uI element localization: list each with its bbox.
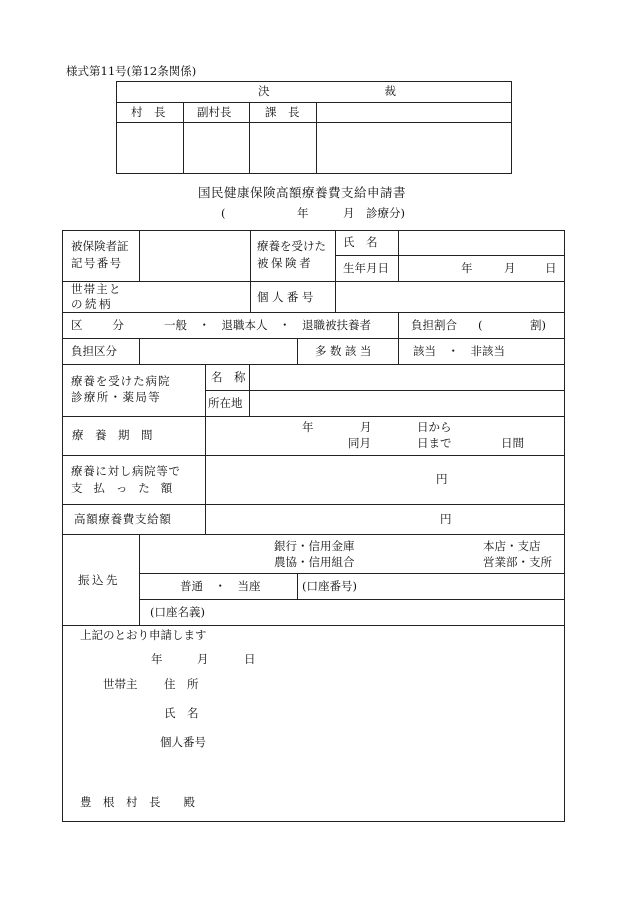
relation-field[interactable] (140, 282, 250, 312)
householder-personal-number-label: 個人番号 (160, 735, 206, 749)
amount-paid-unit: 円 (436, 472, 448, 486)
benefit-amount-label: 高額療養費支給額 (74, 512, 172, 526)
multiple-applicable-label: 多数該当 (315, 344, 375, 358)
account-number-field[interactable] (370, 574, 564, 599)
personal-number-field[interactable] (336, 282, 564, 312)
householder-label: 世帯主 (103, 677, 138, 691)
branch-types-2: 営業部・支所 (483, 555, 552, 569)
householder-name-field[interactable] (220, 703, 550, 721)
amount-paid-field[interactable] (206, 456, 564, 504)
birthdate-day-unit: 日 (545, 261, 557, 275)
householder-address-label: 住 所 (164, 677, 199, 691)
hospital-name-label: 名 称 (211, 370, 246, 384)
bank-name-field[interactable] (140, 535, 564, 573)
transfer-destination-label: 振込先 (78, 573, 121, 587)
birthdate-label: 生年月日 (343, 261, 389, 275)
branch-types-1: 本店・支店 (483, 539, 541, 553)
birthdate-field[interactable] (399, 256, 564, 281)
burden-class-field[interactable] (140, 339, 297, 364)
hospital-address-label: 所在地 (208, 396, 243, 410)
approval-col-village-head: 村 長 (131, 105, 166, 119)
declaration-month-unit: 月 (197, 652, 209, 666)
addressee: 豊 根 村 長 殿 (80, 795, 195, 809)
period-until-unit: 日まで (417, 436, 452, 450)
bank-types-1: 銀行・信用金庫 (274, 539, 355, 553)
account-holder-field[interactable] (215, 600, 564, 625)
burden-ratio-label: 負担割合 (411, 318, 457, 332)
patient-name-label: 氏 名 (343, 235, 378, 249)
householder-personal-number-field[interactable] (220, 732, 550, 750)
householder-address-field[interactable] (220, 674, 550, 692)
account-holder-label: (口座名義) (150, 605, 205, 619)
period-days-unit: 日間 (501, 436, 524, 450)
householder-name-label: 氏 名 (164, 706, 199, 720)
birthdate-month-unit: 月 (504, 261, 516, 275)
declaration-year-unit: 年 (151, 652, 163, 666)
account-type-options[interactable]: 普通 ・ 当座 (180, 579, 261, 593)
period-from-unit: 日から (417, 420, 452, 434)
birthdate-year-unit: 年 (461, 261, 473, 275)
declaration-statement: 上記のとおり申請します (80, 628, 207, 642)
multiple-applicable-options[interactable]: 該当 ・ 非該当 (413, 344, 505, 358)
approval-col-deputy-head: 副村長 (197, 105, 232, 119)
declaration-day-unit: 日 (244, 652, 256, 666)
account-number-label: (口座番号) (302, 579, 357, 593)
form-title: 国民健康保険高額療養費支給申請書 (198, 185, 407, 200)
approval-title: 決 裁 (258, 84, 396, 98)
personal-number-label: 個人番号 (257, 290, 317, 304)
bank-types-2: 農協・信用組合 (274, 555, 355, 569)
period-year-unit: 年 (302, 420, 314, 434)
burden-class-label: 負担区分 (71, 344, 117, 358)
benefit-amount-field[interactable] (206, 505, 564, 534)
patient-name-field[interactable] (399, 231, 564, 255)
hospital-name-field[interactable] (250, 365, 564, 390)
period-same-month: 同月 (348, 436, 371, 450)
category-label: 区 分 (71, 318, 127, 332)
approval-col-section-chief: 課 長 (265, 105, 300, 119)
category-options[interactable]: 一般 ・ 退職本人 ・ 退職被扶養者 (164, 318, 371, 332)
benefit-amount-unit: 円 (440, 512, 452, 526)
treatment-period-label: 療 養 期 間 (72, 428, 153, 442)
insured-id-field[interactable] (140, 231, 250, 281)
period-month-unit: 月 (360, 420, 372, 434)
form-number: 様式第11号(第12条関係) (66, 64, 197, 78)
hospital-address-field[interactable] (250, 391, 564, 416)
